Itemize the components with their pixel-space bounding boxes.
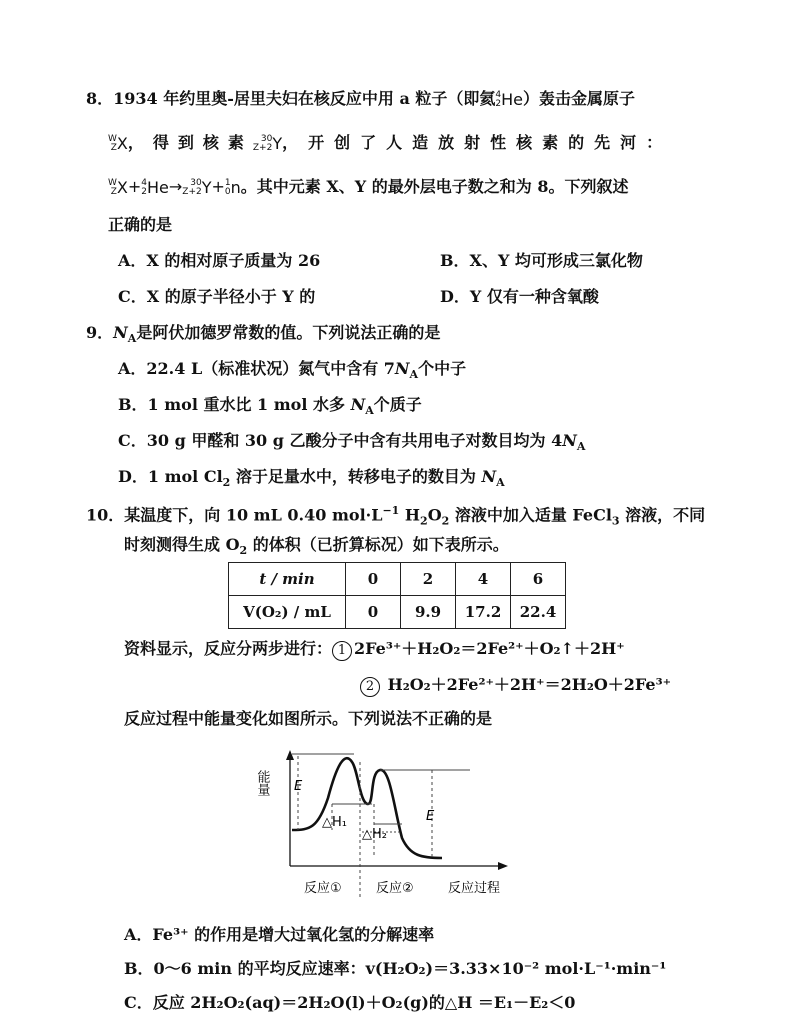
q9-a-post: 个中子 (418, 359, 467, 378)
o2-volume-table (228, 562, 566, 629)
eq-y-sym: Y (201, 177, 212, 197)
y-axis-arrow (286, 750, 294, 760)
na-subscript: A (127, 332, 137, 346)
table-cell: 6 (511, 563, 566, 596)
q10-l2-pre: 时刻测得生成 O (124, 535, 240, 554)
q8-line4: 正确的是 (108, 215, 173, 234)
x-label-r1: 反应① (304, 881, 342, 896)
x-z: Z (110, 142, 117, 153)
q9-stem-text: 是阿伏加德罗常数的值。下列说法正确的是 (136, 323, 441, 342)
q8-line3 (108, 176, 628, 199)
eq-y-z: Z+2 (182, 186, 202, 197)
y-nuclide (253, 132, 282, 155)
q9-c-na-sub: A (576, 440, 586, 454)
table-cell: 0 (346, 563, 401, 596)
eq-x-mass: W (108, 177, 117, 188)
q9-a-na-sub: A (409, 368, 419, 382)
q9-c-na: N (562, 431, 577, 450)
y-label: 能量 (254, 770, 270, 796)
q9-d-pre: D．1 mol Cl (118, 467, 223, 486)
q9-stem: 9．$N_A$是阿伏加德罗常数的值。下列说法正确的是 (86, 323, 441, 346)
eq-plus1: + (127, 177, 142, 196)
q10-l1-sup: −1 (382, 504, 400, 517)
table-cell: 17.2 (456, 596, 511, 629)
q9-d-sub: 2 (222, 476, 231, 490)
e2-label: E (426, 809, 435, 824)
table-head-volume: V(O₂) / mL (229, 596, 346, 629)
q8-line2-end: ，开创了人造放射性核素的先河： (282, 133, 673, 152)
q9-b-pre: B．1 mol 重水比 1 mol 水多 (118, 395, 351, 414)
q8-line2-mid: ，得到核素 (127, 133, 253, 152)
q9-option-d (118, 466, 505, 494)
table-row (229, 596, 566, 629)
eq-x-z: Z (110, 186, 117, 197)
q10-l1-fecl: 溶液中加入适量 FeCl (449, 505, 612, 525)
q8-option-c: C．X 的原子半径小于 Y 的 (118, 287, 316, 306)
q9-b-post: 个质子 (373, 395, 422, 414)
q8-line3-end: 。其中元素 X、Y 的最外层电子数之和为 8。下列叙述 (240, 177, 629, 196)
q8-option-b: B．X、Y 均可形成三氯化物 (440, 251, 643, 270)
energy-diagram (254, 748, 532, 898)
table-head-time: t / min (229, 563, 346, 596)
q10-option-c: C．反应 2H₂O₂(aq)＝2H₂O(l)＋O₂(g)的△H ＝E₁－E₂＜0 (124, 993, 576, 1012)
eq-n-sym: n (230, 177, 241, 197)
q9-b-na: N (350, 395, 366, 414)
q10-step2 (360, 674, 671, 697)
q8-line1-text: 8．1934 年约里奥-居里夫妇在核反应中用 a 粒子（即氦 (86, 89, 496, 108)
step2-equation: H₂O₂＋2Fe²⁺＋2H⁺＝2H₂O＋2Fe³⁺ (382, 675, 672, 694)
y-symbol: Y (272, 133, 283, 153)
eq-n-z: 0 (224, 186, 231, 197)
eq-y (182, 176, 211, 199)
x-label-process: 反应过程 (448, 881, 501, 896)
table-row (229, 563, 566, 596)
q9-d-na-sub: A (496, 476, 505, 490)
eq-plus2: + (211, 177, 225, 196)
q9-c-pre: C．30 g 甲醛和 30 g 乙酸分子中含有共用电子对数目均为 4 (118, 431, 563, 450)
eq-he (141, 176, 169, 199)
q9-d-na: N (481, 467, 497, 486)
q9-a-na: N (394, 359, 410, 378)
q8-option-a: A．X 的相对原子质量为 26 (118, 251, 321, 270)
dh1-label: △H₁ (322, 815, 347, 830)
table-cell: 4 (456, 563, 511, 596)
x-label-r2: 反应② (376, 881, 414, 896)
energy-curve (292, 758, 442, 858)
x-nuclide (108, 132, 128, 155)
eq-n-mass: 1 (224, 177, 231, 188)
step-intro: 资料显示，反应分两步进行： (124, 639, 333, 658)
y-z: Z+2 (252, 142, 273, 153)
eq-he-mass: 4 (141, 177, 148, 188)
step1-number: 1 (332, 641, 352, 661)
table-cell: 2 (401, 563, 456, 596)
y-mass: 30 (260, 133, 273, 144)
q8-line1 (86, 88, 635, 111)
x-mass: W (108, 133, 117, 144)
table-cell: 9.9 (401, 596, 456, 629)
he-z: 2 (495, 98, 502, 109)
q10-step1 (124, 638, 625, 661)
q10-l1-end: 溶液，不同 (619, 505, 706, 525)
eq-arrow: → (168, 177, 183, 196)
q9-option-a (118, 358, 466, 386)
x-axis-arrow (498, 862, 508, 870)
step1-equation: 2Fe³⁺＋H₂O₂＝2Fe²⁺＋O₂↑＋2H⁺ (354, 639, 625, 658)
table-cell: 0 (346, 596, 401, 629)
q10-l1-pre: 10．某温度下，向 10 mL 0.40 mol·L (86, 505, 383, 525)
eq-y-mass: 30 (190, 177, 202, 188)
eq-x-sym: X (116, 177, 128, 197)
q10-option-b: B．0～6 min 的平均反应速率：v(H₂O₂)＝3.33×10⁻² mol·L⁻¹·min⁻¹ (124, 959, 667, 978)
q10-option-a: A．Fe³⁺ 的作用是增大过氧化氢的分解速率 (124, 925, 435, 944)
q8-line1-end: ）轰击金属原子 (523, 89, 636, 108)
q10-l1-h: H (399, 505, 421, 525)
x-symbol: X (116, 133, 128, 153)
q9-a-pre: A．22.4 L（标准状况）氮气中含有 7 (118, 359, 395, 378)
q9-b-na-sub: A (365, 404, 374, 418)
q8-option-d: D．Y 仅有一种含氧酸 (440, 287, 599, 306)
eq-x (108, 176, 128, 199)
q10-l1-o: O (427, 505, 442, 525)
he-mass: 4 (495, 89, 502, 100)
q10-l2-end: 的体积（已折算标况）如下表所示。 (247, 535, 509, 554)
q10-energy-intro: 反应过程中能量变化如图所示。下列说法不正确的是 (124, 709, 493, 728)
e1-label: E (294, 779, 303, 794)
he-symbol: He (501, 89, 523, 109)
q10-line1: 10．某温度下，向 10 mL 0.40 $mol\cdot L^{-1}$ $H_2O_2$ 溶液中加入适量 FeCl$_3$ 溶液，不同 (86, 504, 706, 528)
na-symbol: N (113, 323, 128, 342)
q9-d-mid: 溶于足量水中，转移电子的数目为 (230, 467, 482, 486)
q8-line2 (108, 132, 672, 155)
q10-line2: 时刻测得生成 $O_2$ 的体积（已折算标况）如下表所示。 (124, 535, 509, 558)
q9-option-b (118, 394, 422, 422)
eq-he-sym: He (147, 177, 169, 197)
eq-n (225, 176, 241, 199)
eq-he-z: 2 (141, 186, 148, 197)
table-cell: 22.4 (511, 596, 566, 629)
step2-number: 2 (360, 677, 380, 697)
q9-option-c (118, 430, 585, 458)
dh2-label: △H₂ (362, 827, 387, 842)
he-nuclide (495, 88, 523, 111)
